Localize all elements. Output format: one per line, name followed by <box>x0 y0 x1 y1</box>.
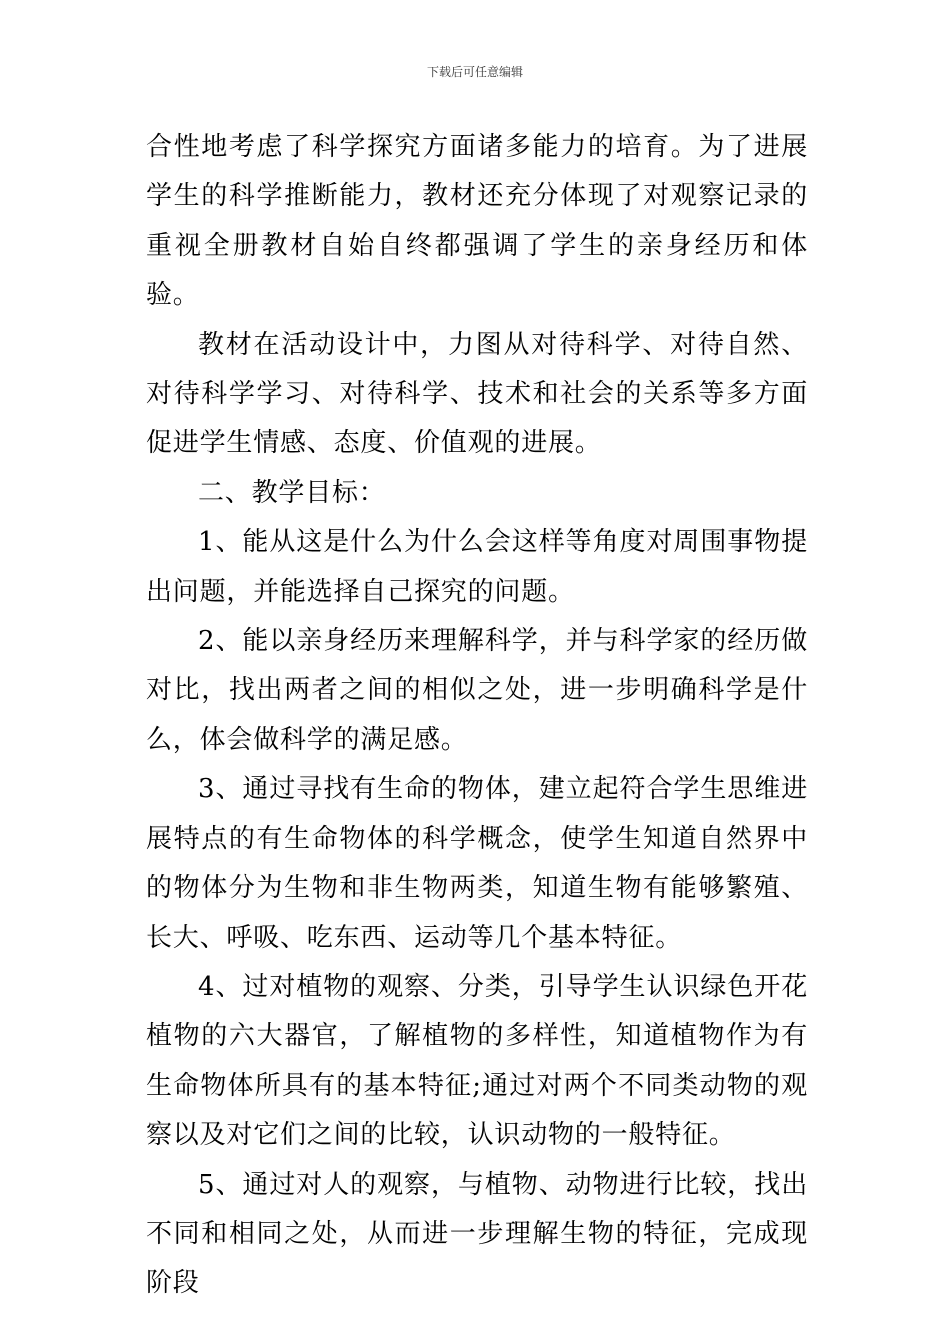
paragraph-continuation: 合性地考虑了科学探究方面诸多能力的培育。为了进展学生的科学推断能力，教材还充分体现了对观察记录的重视全册教材自始自终都强调了学生的亲身经历和体验。 <box>146 132 808 311</box>
goal-item-1: 1、能从这是什么为什么会这样等角度对周围事物提出问题，并能选择自己探究的问题。 <box>146 527 808 607</box>
goal-item-3: 3、通过寻找有生命的物体，建立起符合学生思维进展特点的有生命物体的科学概念，使学生知道自然界中的物体分为生物和非生物两类，知道生物有能够繁殖、长大、呼吸、吃东西、运动等几个基本特征。 <box>146 774 808 953</box>
paragraph-activity-design: 教材在活动设计中，力图从对待科学、对待自然、对待科学学习、对待科学、技术和社会的关系等多方面促进学生情感、态度、价值观的进展。 <box>146 329 808 459</box>
section-heading-teaching-goals: 二、教学目标： <box>198 477 386 508</box>
goal-item-5: 5、通过对人的观察，与植物、动物进行比较，找出不同和相同之处，从而进一步理解生物的特征，完成现阶段 <box>146 1169 808 1299</box>
document-body <box>146 123 808 1309</box>
goal-item-4: 4、过对植物的观察、分类，引导学生认识绿色开花植物的六大器官，了解植物的多样性，知道植物作为有生命物体所具有的基本特征;通过对两个不同类动物的观察以及对它们之间的比较，认识动物的一般特征。 <box>146 971 808 1151</box>
page-header: 下载后可任意编辑 <box>426 65 523 79</box>
goal-item-2: 2、能以亲身经历来理解科学，并与科学家的经历做对比，找出两者之间的相似之处，进一步明确科学是什么，体会做科学的满足感。 <box>146 626 808 755</box>
